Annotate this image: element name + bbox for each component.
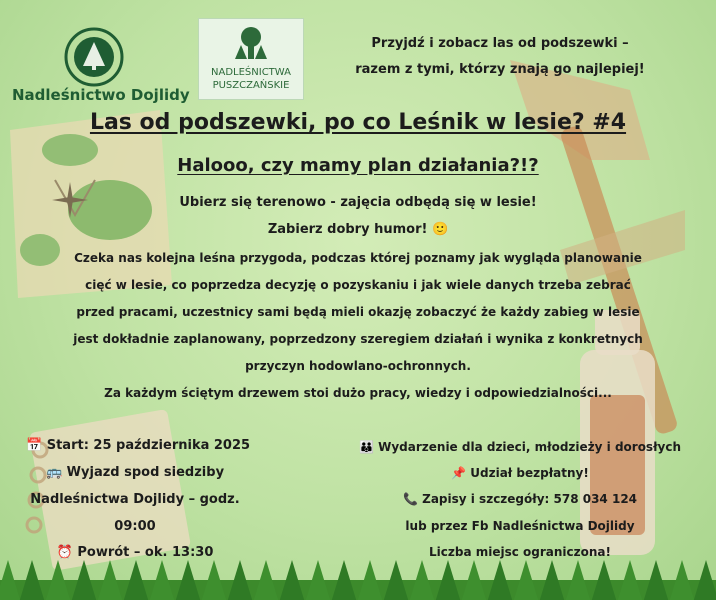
signup-text: Zapisy i szczegóły: 578 034 124 [422, 492, 638, 506]
free-text: Udział bezpłatny! [470, 466, 589, 480]
bus-icon: 🚌 [45, 465, 63, 480]
signup-info [330, 492, 710, 506]
departure-line3: 09:00 [114, 519, 156, 534]
start-date [26, 438, 250, 453]
tagline-line2: razem z tymi, którzy znają go najlepiej! [355, 62, 645, 77]
clock-icon: ⏰ [56, 545, 73, 560]
puszczanskie-line2: PUSZCZAŃSKIE [212, 80, 290, 91]
tagline-line1: Przyjdź i zobacz las od podszewki – [371, 36, 629, 51]
departure-line2: Nadleśnictwa Dojlidy – godz. [30, 492, 240, 507]
description-line-5: przyczyn hodowlano-ochronnych. [245, 359, 471, 373]
return-time [0, 545, 270, 560]
calendar-icon: 📅 [26, 438, 43, 453]
forest-tree-logo-icon [229, 25, 273, 63]
departure-line1-text: Wyjazd spod siedziby [66, 465, 225, 480]
audience-text: Wydarzenie dla dzieci, młodzieży i dorosłych [378, 440, 682, 454]
description-line-1: Czeka nas kolejna leśna przygoda, podczas której poznamy jak wygląda planowanie [74, 251, 642, 265]
description-line-4: jest dokładnie zaplanowany, poprzedzony szeregiem działań i wynika z konkretnych [73, 332, 643, 346]
closing-line: Za każdym ściętym drzewem stoi dużo pracy, wiedzy i odpowiedzialności... [104, 386, 612, 400]
audience-info [330, 440, 710, 454]
return-time-text: Powrót – ok. 13:30 [77, 545, 214, 560]
dojlidy-logo-name: Nadleśnictwo Dojlidy [12, 86, 190, 104]
limited-info: Liczba miejsc ograniczona! [429, 545, 611, 559]
start-date-text: Start: 25 października 2025 [46, 438, 251, 453]
fb-info: lub przez Fb Nadleśnictwa Dojlidy [405, 519, 635, 533]
description-line-3: przed pracami, uczestnicy sami będą mieli okazję zobaczyć że każdy zabieg w lesie [76, 305, 640, 319]
description-line-2: cięć w lesie, co poprzedza decyzję o pozyskaniu i jak wiele danych trzeba zebrać [85, 278, 631, 292]
lasy-panstwowe-logo [63, 26, 125, 88]
puszczanskie-logo [198, 18, 304, 100]
family-icon: 👪 [358, 440, 374, 454]
page-subtitle: Halooo, czy mamy plan działania?!? [177, 155, 539, 176]
pin-icon: 📌 [451, 466, 467, 480]
intro-line1: Ubierz się terenowo - zajęcia odbędą się w lesie! [179, 195, 537, 210]
page-title: Las od podszewki, po co Leśnik w lesie? #4 [89, 110, 627, 135]
puszczanskie-line1: NADLEŚNICTWA [211, 67, 291, 78]
departure-line1 [0, 465, 270, 480]
free-info [330, 466, 710, 480]
intro-line2: Zabierz dobry humor! 🙂 [267, 222, 449, 237]
phone-icon: 📞 [402, 492, 418, 506]
